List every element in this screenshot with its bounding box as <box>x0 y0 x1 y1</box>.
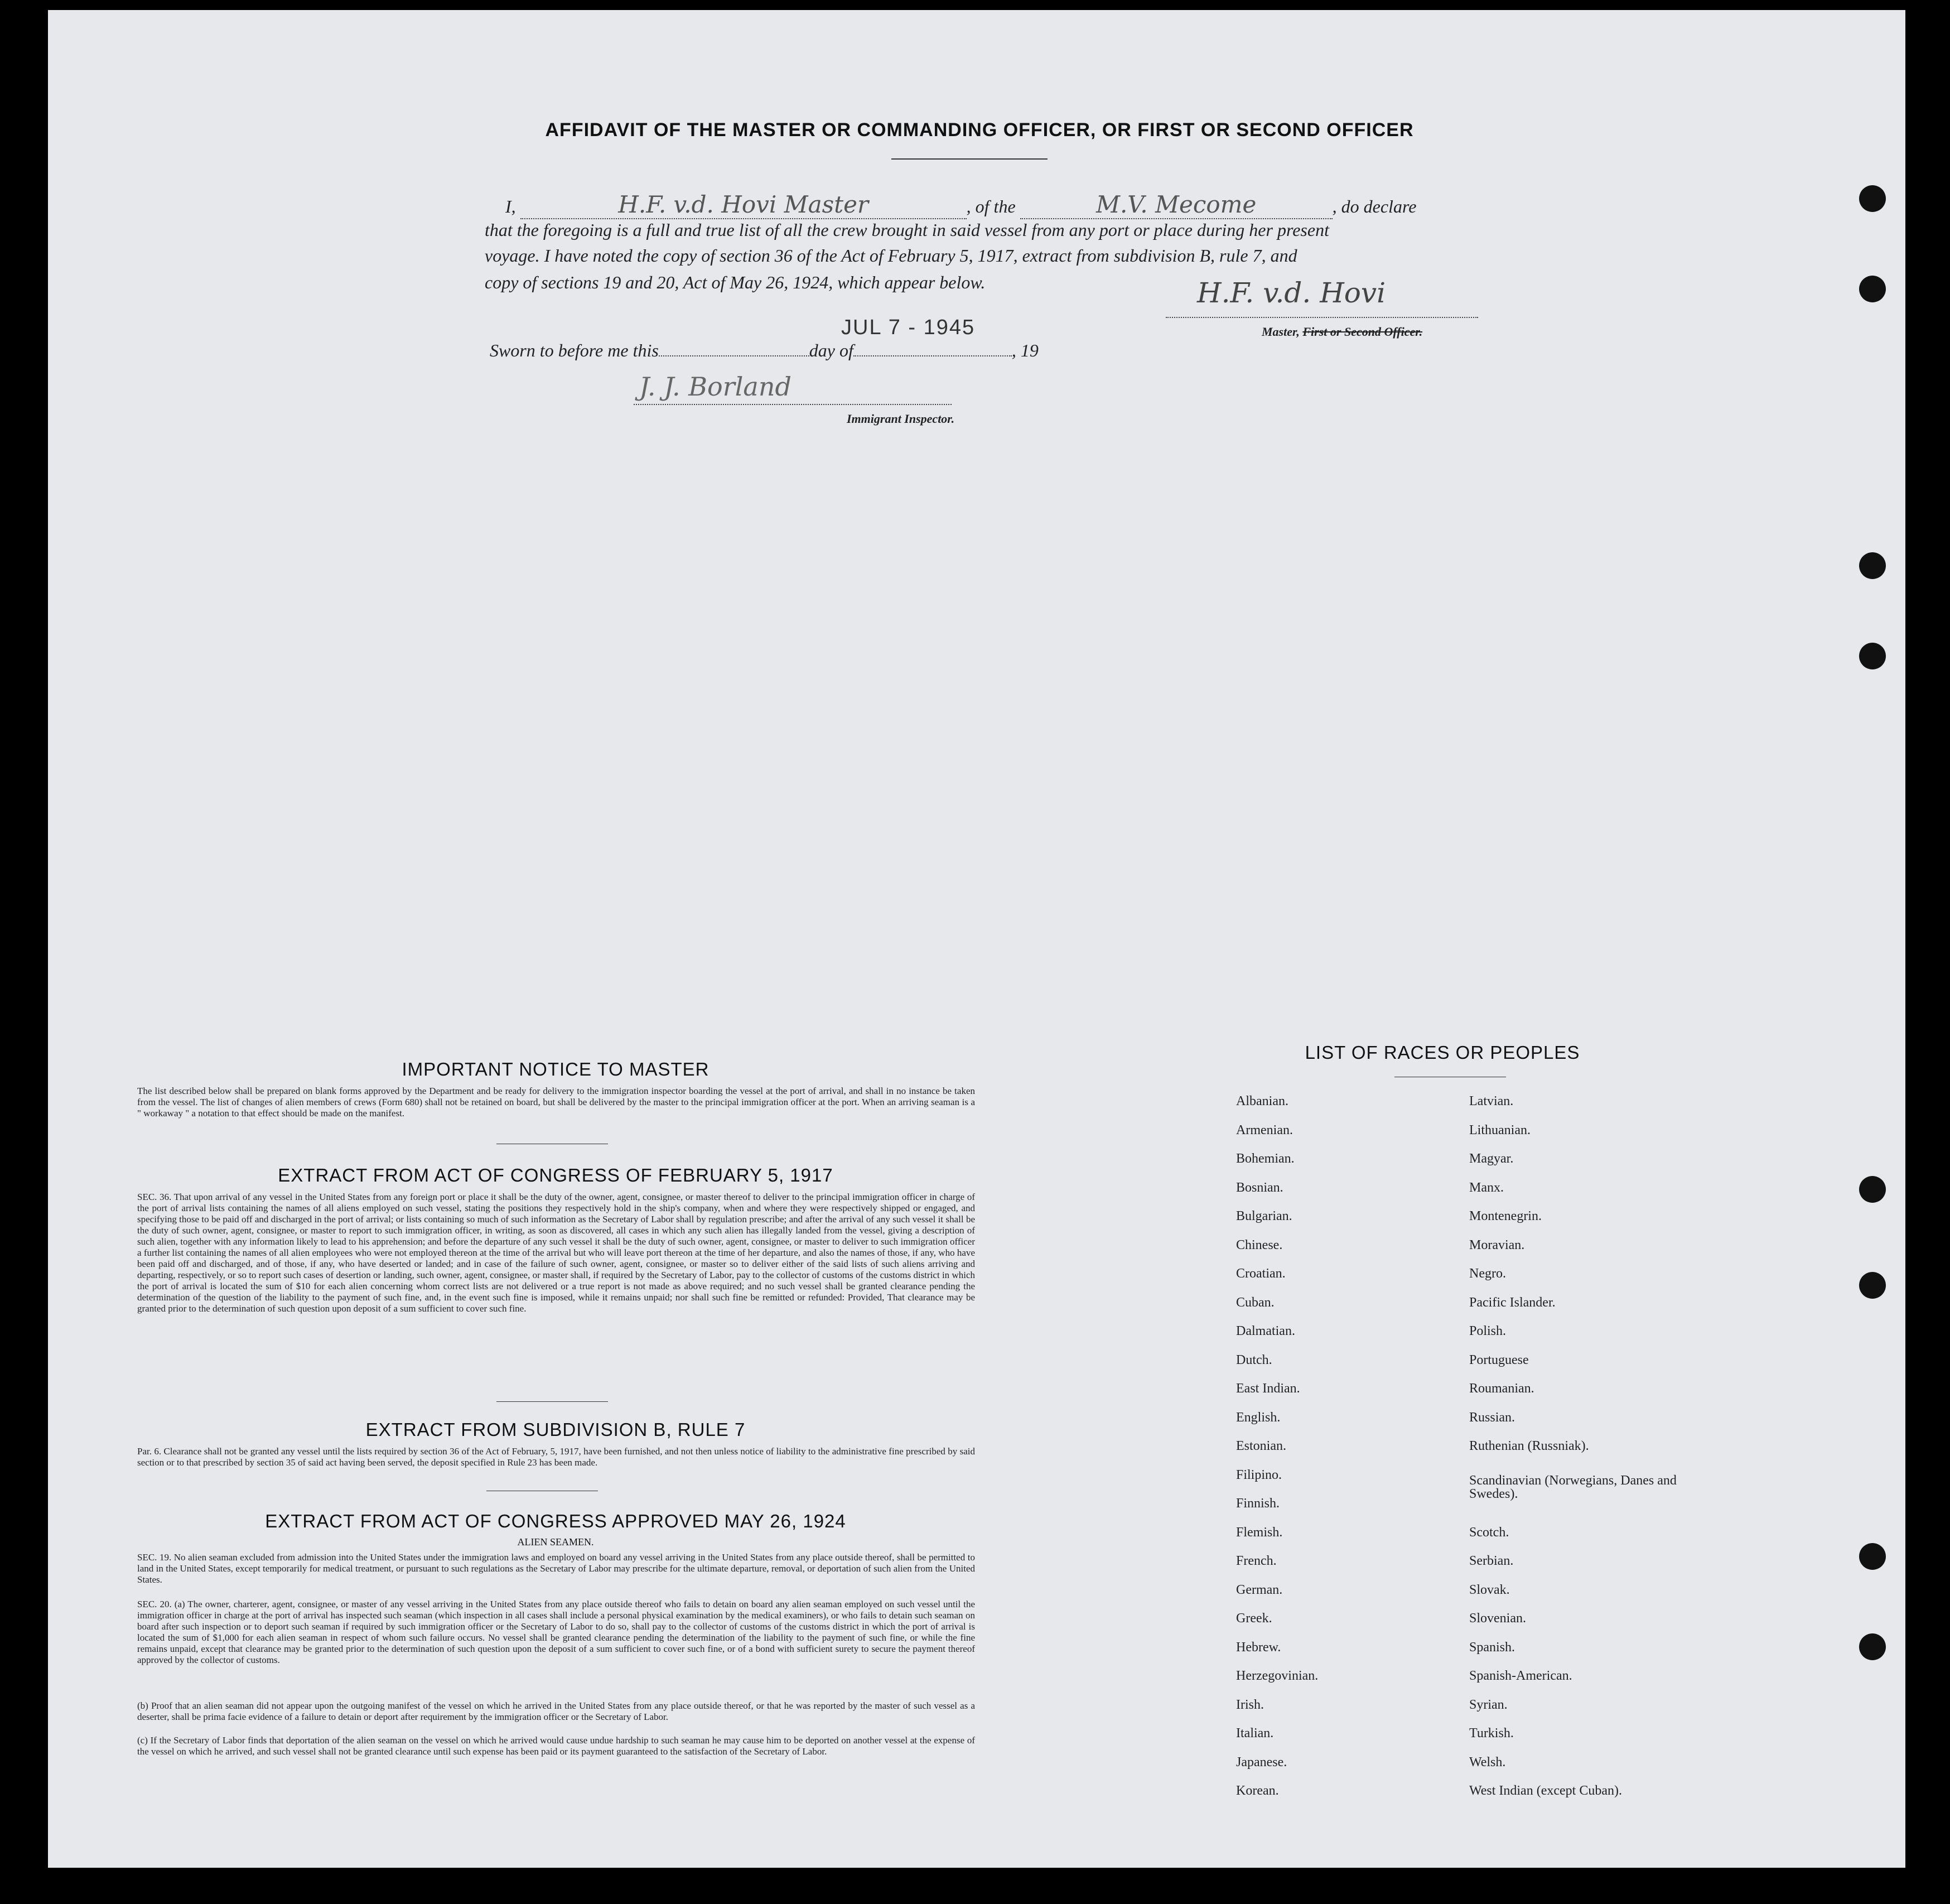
punch-hole <box>1859 552 1886 579</box>
sec20b-text: (b) Proof that an alien seaman did not appear upon the outgoing manifest of the vessel on which he arrived in the United States from any place outside thereof, or that he was reported by the master of such vessel as a deserter, shall be prima facie evidence of a failure to detain or deport after requirement by the immigration officer or the Secretary of Labor. <box>137 1700 975 1722</box>
master-name-handwritten: H.F. v.d. Hovi Master <box>520 191 967 219</box>
inspector-caption: Immigrant Inspector. <box>847 412 955 426</box>
race-item: Latvian. <box>1469 1094 1514 1108</box>
notice-text: The list described below shall be prepared on blank forms approved by the Department and be ready for delivery to the immigration inspector boarding the vessel at the port of arrival, and shall in no instance be taken from the vessel. The list of changes of alien members of crews (Form 680) shall not be retained on board, but shall be delivered by the master to the principal immigration officer at the port. When an arriving seaman is a " workaway " a notation to that effect should be made on the manifest. <box>137 1086 975 1119</box>
race-item: Portuguese <box>1469 1352 1529 1367</box>
race-item: Dalmatian. <box>1236 1324 1295 1338</box>
sworn-line: Sworn to before me this day of , 19 <box>490 340 1039 360</box>
race-item: Bosnian. <box>1236 1180 1283 1195</box>
race-item: Armenian. <box>1236 1122 1293 1137</box>
race-item: East Indian. <box>1236 1381 1300 1396</box>
race-item: Finnish. <box>1236 1496 1280 1511</box>
race-item: Korean. <box>1236 1784 1279 1798</box>
race-item: Manx. <box>1469 1180 1504 1195</box>
extract-1917-title: EXTRACT FROM ACT OF CONGRESS OF FEBRUARY 5, 1917 <box>278 1165 833 1185</box>
date-stamp: JUL 7 - 1945 <box>841 316 976 339</box>
race-item: Lithuanian. <box>1469 1122 1531 1137</box>
race-item: Filipino. <box>1236 1467 1282 1482</box>
signature-line <box>1166 317 1478 318</box>
race-item: Italian. <box>1236 1726 1274 1741</box>
punch-hole <box>1859 1272 1886 1299</box>
race-item: German. <box>1236 1582 1283 1597</box>
sec19-text: SEC. 19. No alien seaman excluded from admission into the United States under the immigration laws and employed on board any vessel arriving in the United States from any place outside thereof, shall be permitted to land in the United States, except temporarily for medical treatment, or pursuant to such regulations as the Secretary of Labor may prescribe for the ultimate departure, removal, or deportation of such alien from the United States. <box>137 1552 975 1585</box>
affidavit-title: AFFIDAVIT OF THE MASTER OR COMMANDING OFFICER, OR FIRST OR SECOND OFFICER <box>545 119 1414 141</box>
race-item: Slovenian. <box>1469 1611 1526 1626</box>
race-item: Scotch. <box>1469 1525 1509 1540</box>
extract-1917-text: SEC. 36. That upon arrival of any vessel in the United States from any foreign port or place it shall be the duty of the owner, agent, consignee, or master thereof to deliver to the principal immigration officer in charge of the port of arrival lists containing the names of all aliens employed on such vessel, stating the positions they respectively hold in the ship's company, when and where they were respectively shipped or engaged, and specifying those to be paid off and discharged in the port of arrival; or lists containing so much of such information as the Secretary of Labor shall by regulation prescribe; and after the arrival of any such vessel it shall be the duty of such owner, agent, consignee, or master to report to such immigration officer, in writing, as soon as discovered, all cases in which any such alien has illegally landed from the vessel, giving a description of such alien, together with any information likely to lead to his apprehension; and before the departure of any such vessel it shall be the duty of such owner, agent, consignee, or master to deliver to such immigration officer a further list containing the names of all alien employees who were not employed thereon at the time of the arrival but who will leave port thereon at the time of her departure, and also the names of those, if any, who have been paid off and discharged, and of those, if any, who have deserted or landed; and in case of the failure of such owner, agent, consignee, or master so to deliver either of the said lists of such aliens arriving and departing, respectively, or so to report such cases of desertion or landing, such owner, agent, consignee, or master shall, if required by the Secretary of Labor, pay to the collector of customs of the customs district in which the port of arrival is located the sum of $10 for each alien concerning whom correct lists are not delivered or a true report is not made as above required; and no such vessel shall be granted clearance pending the determination of the question of the liability to the payment of such fine, and, in the event such fine is imposed, while it remains unpaid; nor shall such fine be remitted or refunded: Provided, That clearance may be granted prior to the determination of such question upon deposit of a sum sufficient to cover such fine. <box>137 1192 975 1314</box>
punch-hole <box>1859 1633 1886 1660</box>
race-item: Albanian. <box>1236 1094 1288 1108</box>
punch-hole <box>1859 1543 1886 1570</box>
race-item: Slovak. <box>1469 1582 1510 1597</box>
race-item: Chinese. <box>1236 1237 1283 1252</box>
race-item: Moravian. <box>1469 1237 1525 1252</box>
race-item: English. <box>1236 1410 1281 1425</box>
race-item: Welsh. <box>1469 1754 1506 1770</box>
race-item: Montenegrin. <box>1469 1209 1542 1223</box>
race-item: Scandinavian (Norwegians, Danes and Swedes). <box>1469 1473 1677 1501</box>
punch-hole <box>1859 1176 1886 1203</box>
race-item: Roumanian. <box>1469 1381 1534 1396</box>
affidavit-line-4: copy of sections 19 and 20, Act of May 26, 1924, which appear below. <box>485 272 986 292</box>
race-item: Hebrew. <box>1236 1640 1281 1655</box>
race-item: Serbian. <box>1469 1554 1514 1568</box>
race-item: Magyar. <box>1469 1151 1514 1166</box>
race-item: Croatian. <box>1236 1266 1286 1281</box>
race-item: Spanish-American. <box>1469 1669 1572 1683</box>
document-page <box>48 10 1905 1868</box>
race-item: Greek. <box>1236 1611 1272 1626</box>
divider <box>891 158 1048 160</box>
affidavit-line-2: that the foregoing is a full and true list of all the crew brought in said vessel from any port or place during her present <box>485 220 1329 240</box>
race-item: Bulgarian. <box>1236 1209 1292 1223</box>
race-item: Estonian. <box>1236 1439 1286 1453</box>
punch-hole <box>1859 643 1886 669</box>
affidavit-line-1: I, H.F. v.d. Hovi Master , of the M.V. Mecome , do declare <box>505 191 1417 218</box>
punch-hole <box>1859 185 1886 212</box>
race-item: Spanish. <box>1469 1640 1515 1655</box>
sec20c-text: (c) If the Secretary of Labor finds that deportation of the alien seaman on the vessel on which he arrived would cause undue hardship to such seaman he may cause him to be deported on another vessel at the expense of the vessel on which he arrived, and such vessel shall not be granted clearance until such expense has been paid or its payment guaranteed to the satisfaction of the Secretary of Labor. <box>137 1735 975 1757</box>
inspector-signature-line <box>634 404 952 405</box>
extract-1924-subtitle: ALIEN SEAMEN. <box>517 1536 594 1548</box>
master-caption: Master, First or Second Officer. <box>1262 325 1423 339</box>
race-item: Dutch. <box>1236 1352 1272 1367</box>
sec20a-text: SEC. 20. (a) The owner, charterer, agent, consignee, or master of any vessel arriving in the United States from any place outside thereof who fails to detain on board any alien seaman employed on such vessel until the immigration officer in charge at the port of arrival has inspected such seaman (which inspection in all cases shall include a personal physical examination by the medical examiners), or who fails to detain such seaman on board after such inspection or to deport such seaman if required by such immigration officer or the Secretary of Labor to do so, shall pay to the collector of customs of the customs district in which the port of arrival is located the sum of $1,000 for each alien seaman in respect of whom such failure occurs. No vessel shall be granted clearance pending the determination of the liability to the payment of such fine, or while the fine remains unpaid, except that clearance may be granted prior to the determination of such question upon the deposit of a sum sufficient to cover such fine, or of a bond with sufficient surety to secure the payment thereof approved by the collector of customs. <box>137 1599 975 1665</box>
inspector-signature: J. J. Borland <box>639 372 791 402</box>
races-left-column <box>1236 1095 1448 1813</box>
race-item: Ruthenian (Russniak). <box>1469 1439 1589 1453</box>
race-item: Herzegovinian. <box>1236 1669 1319 1683</box>
race-item: Pacific Islander. <box>1469 1295 1556 1310</box>
extract-rule7-title: EXTRACT FROM SUBDIVISION B, RULE 7 <box>365 1419 746 1440</box>
affidavit-line-3: voyage. I have noted the copy of section 36 of the Act of February 5, 1917, extract from subdivision B, rule 7, and <box>485 245 1297 266</box>
race-item: Irish. <box>1236 1697 1264 1712</box>
master-signature: H.F. v.d. Hovi <box>1197 277 1386 309</box>
punch-hole <box>1859 276 1886 302</box>
race-item: Cuban. <box>1236 1295 1275 1310</box>
notice-title: IMPORTANT NOTICE TO MASTER <box>402 1059 709 1079</box>
race-item: Turkish. <box>1469 1726 1514 1741</box>
race-item: Bohemian. <box>1236 1151 1295 1166</box>
races-title: LIST OF RACES OR PEOPLES <box>1305 1042 1580 1063</box>
race-item: Polish. <box>1469 1324 1507 1338</box>
race-item: Japanese. <box>1236 1754 1287 1770</box>
race-item: French. <box>1236 1554 1277 1568</box>
race-item: Negro. <box>1469 1266 1506 1281</box>
vessel-name-handwritten: M.V. Mecome <box>1020 191 1333 219</box>
races-right-column <box>1469 1095 1681 1813</box>
race-item: Flemish. <box>1236 1525 1283 1540</box>
extract-1924-title: EXTRACT FROM ACT OF CONGRESS APPROVED MAY 26, 1924 <box>265 1511 846 1531</box>
race-item: Russian. <box>1469 1410 1515 1425</box>
race-item: West Indian (except Cuban). <box>1469 1784 1622 1798</box>
divider <box>496 1401 608 1402</box>
race-item: Syrian. <box>1469 1697 1508 1712</box>
extract-rule7-text: Par. 6. Clearance shall not be granted any vessel until the lists required by section 36 of the Act of February, 5, 1917, have been furnished, and not then unless notice of liability to the administrative fine prescribed by said section or to that prescribed by section 35 of said act having been served, the deposit specified in Rule 23 has been made. <box>137 1446 975 1468</box>
